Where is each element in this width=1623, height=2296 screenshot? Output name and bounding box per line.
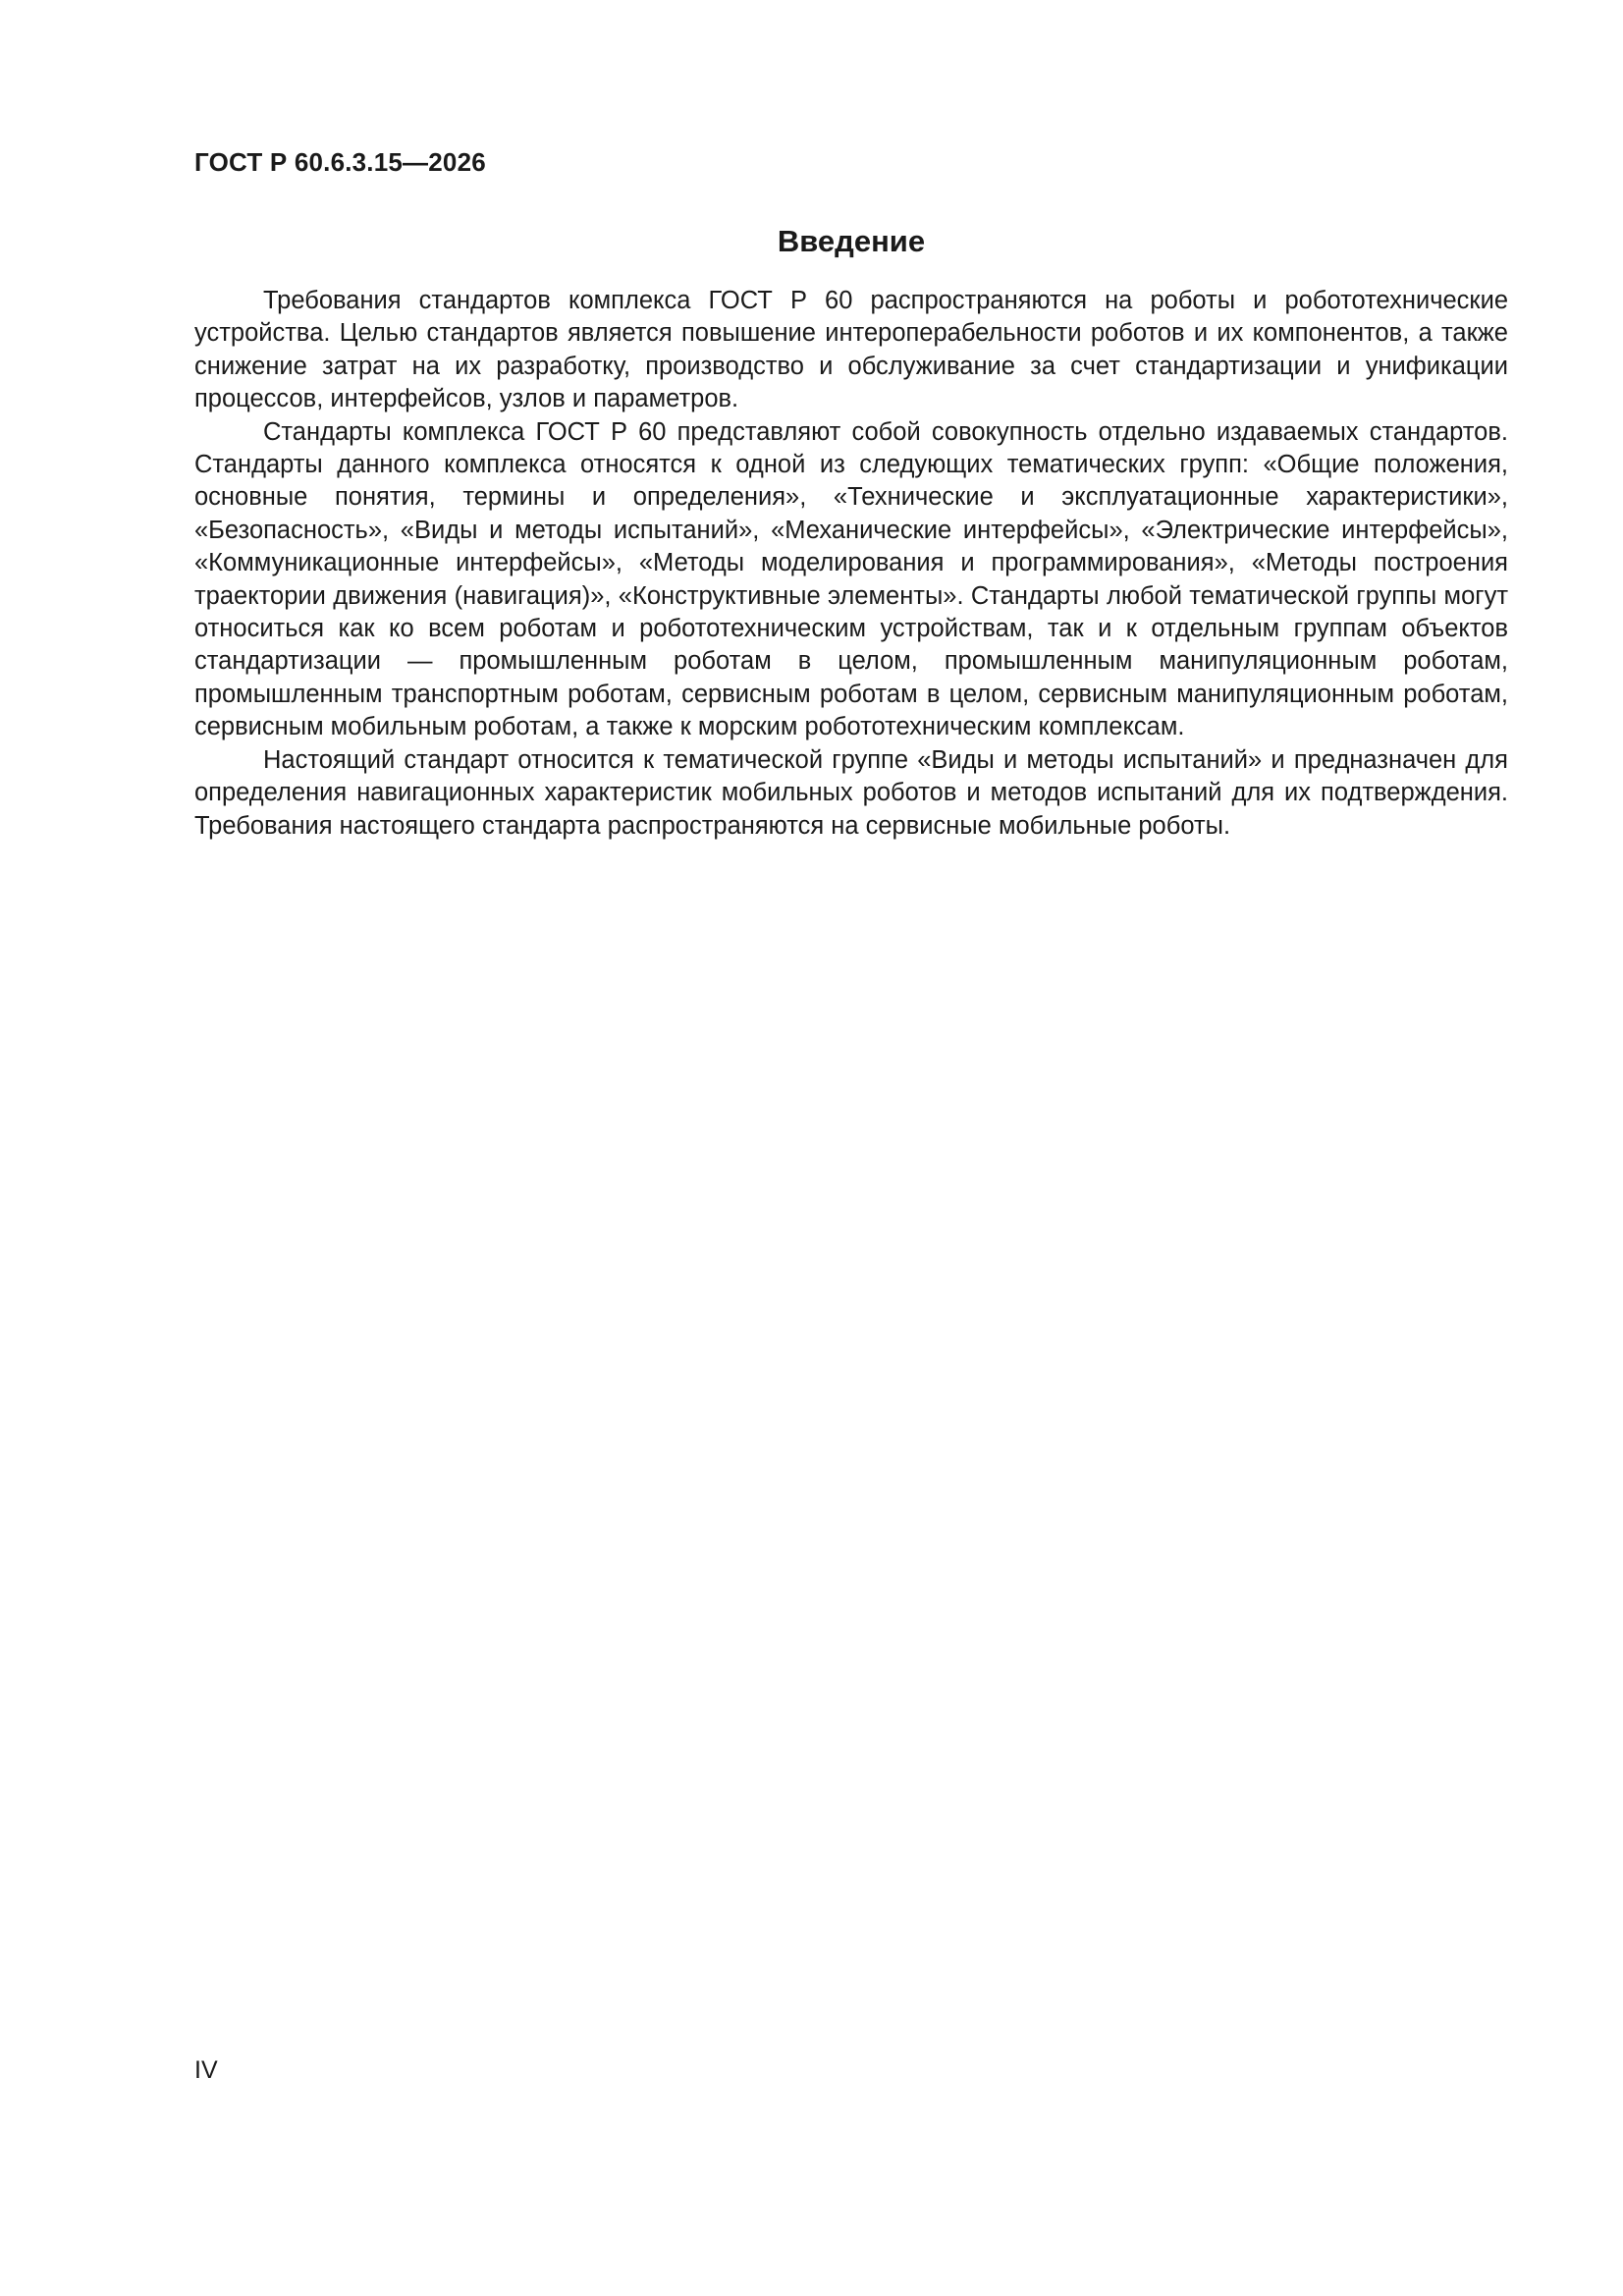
standard-code-header: ГОСТ Р 60.6.3.15—2026 bbox=[194, 147, 486, 177]
page-number: IV bbox=[194, 2056, 218, 2084]
section-title: Введение bbox=[777, 224, 926, 258]
paragraph-scope: Требования стандартов комплекса ГОСТ Р 60 распространяются на роботы и робототехнические устройства. Целью стандартов является повышение интероперабельности роботов и их компонентов, а также снижение затрат на их разработку, производство и обслуживание за счет стандартизации и унификации процессов, интерфейсов, узлов и параметров. bbox=[194, 287, 1508, 413]
paragraph-this-standard: Настоящий стандарт относится к тематической группе «Виды и методы испытаний» и предназначен для определения навигационных характеристик мобильных роботов и методов испытаний для их подтверждения. Требования настоящего стандарта распространяются на сервисные мобильные роботы. bbox=[194, 745, 1508, 840]
paragraph-thematic-groups: Стандарты комплекса ГОСТ Р 60 представляют собой совокупность отдельно издаваемых стандартов. Стандарты данного комплекса относятся к одной из следующих тематических групп: «Общие положения, основные понятия, термины и определения», «Технические и эксплуатационные характеристики», «Безопасность», «Виды и методы испытаний», «Механические интерфейсы», «Электрические интерфейсы», «Коммуникационные интерфейсы», «Методы моделирования и программирования», «Методы построения траектории движения (навигация)», «Конструктивные элементы». Стандарты любой тематической группы могут относиться как ко всем роботам и робототехническим устройствам, так и к отдельным группам объектов стандартизации — промышленным роботам в целом, промышленным манипуляционным роботам, промышленным транспортным роботам, сервисным роботам в целом, сервисным манипуляционным роботам, сервисным мобильным роботам, а также к морским робототехническим комплексам. bbox=[194, 417, 1508, 741]
introduction-body bbox=[194, 285, 1508, 843]
